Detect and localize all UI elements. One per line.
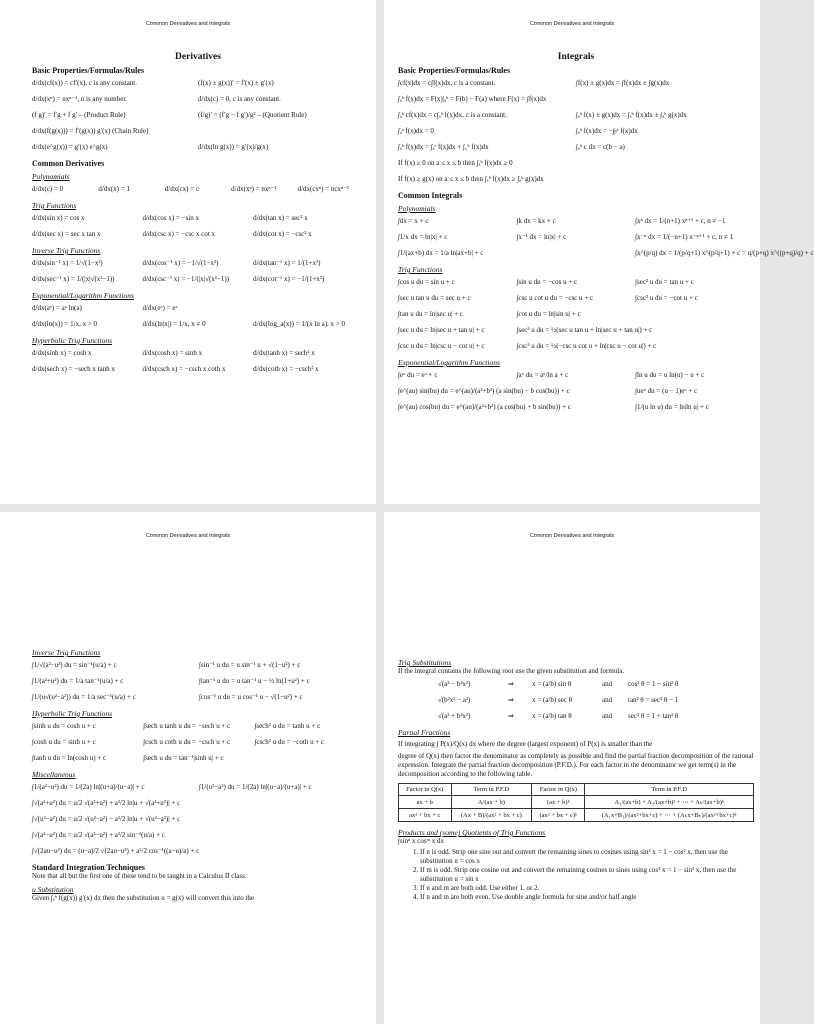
formula-row — [32, 673, 366, 689]
formula: ∫cos⁻¹ u du = u cos⁻¹ u − √(1−u²) + c — [199, 693, 303, 701]
formula: d/dx(eˣ) = eˣ — [142, 304, 178, 312]
table-cell: (ax + b)ᵏ — [532, 796, 585, 809]
formula-row — [398, 399, 754, 415]
table-cell: (ax² + bx + c)ᵏ — [532, 809, 585, 822]
formula: ∫tan⁻¹ u du = u tan⁻¹ u − ½ ln(1+u²) + c — [199, 677, 310, 685]
formula: ∫ln u du = u ln(u) − u + c — [635, 371, 705, 379]
formula: d/dx(ln|x|) = 1/x, x ≠ 0 — [142, 320, 206, 328]
formula: ∫csc u cot u du = −csc u + c — [516, 294, 594, 302]
pfd-table-body — [399, 796, 754, 822]
formula — [198, 123, 364, 139]
trig-sub-row — [438, 708, 754, 724]
integrals-inverse-heading: Inverse Trig Functions — [32, 648, 101, 657]
formula: ∫√(a²−u²) du = u/2 √(a²−u²) + a²/2 sin⁻¹(u/a) + c — [32, 831, 165, 839]
formula: ∫sech u du = tan⁻¹|sinh u| + c — [143, 754, 224, 762]
formula: d/dx(sin x) = cos x — [32, 214, 85, 222]
standard-techniques-heading: Standard Integration Techniques — [32, 863, 145, 872]
formula-row — [32, 689, 366, 705]
formula: d/dx(cos⁻¹ x) = −1/√(1−x²) — [142, 259, 219, 267]
formula-row — [32, 795, 366, 811]
partial-fractions-text-1: If integrating ∫ P(x)/Q(x) dx where the degree (largest exponent) of P(x) is smaller than the — [398, 740, 653, 748]
integrals-polynomials — [398, 213, 814, 261]
formula-row — [32, 271, 364, 287]
formula-row — [32, 718, 366, 734]
formula: d/dx(csc x) = −csc x cot x — [142, 230, 215, 238]
derivatives-inverse-trig — [32, 255, 364, 287]
formula: d/dx(xⁿ) = nxⁿ⁻¹ — [231, 185, 277, 193]
integrals-trig-heading: Trig Functions — [398, 265, 443, 274]
formula: ∫1/(a²−u²) du = 1/(2a) ln|(u+a)/(u−a)| + c — [32, 783, 145, 791]
formula: ∫ₐᵇ f(x)dx = F(x)|ₐᵇ = F(b) − F(a) where F(x) = ∫f(x)dx — [398, 95, 547, 103]
formula: d/dx(c) = 0, c is any constant. — [198, 95, 281, 103]
formula: ∫x^(p/q) dx = 1/(p/q+1) x^(p/q+1) + c = q/(p+q) x^((p+q)/q) + c — [635, 249, 814, 257]
formula — [576, 155, 754, 171]
products-list — [398, 848, 754, 902]
formula-row — [32, 345, 364, 361]
formula: ∫csch u coth u du = −csch u + c — [143, 738, 231, 746]
table-row — [399, 796, 754, 809]
formula: ∫1/(a²+u²) du = 1/a tan⁻¹(u/a) + c — [32, 677, 124, 685]
formula-row — [32, 811, 366, 827]
integrals-basic-heading: Basic Properties/Formulas/Rules — [398, 66, 511, 75]
formula-row — [398, 171, 754, 187]
formula: ∫k dx = kx + c — [516, 217, 556, 225]
formula: x = (a/b) tan θ — [532, 712, 572, 720]
formula — [199, 795, 366, 811]
integrals-trig — [398, 274, 754, 354]
table-cell: ax² + bx + c — [399, 809, 452, 822]
formula-row — [32, 843, 366, 859]
formula: ∫csch² u du = −coth u + c — [254, 738, 325, 746]
formula-row — [398, 139, 754, 155]
formula: ∫sin⁻¹ u du = u sin⁻¹ u + √(1−u²) + c — [199, 661, 301, 669]
formula-row — [398, 91, 754, 107]
formula — [635, 338, 754, 354]
common-integrals-heading: Common Integrals — [398, 191, 463, 200]
derivatives-explog-heading: Exponential/Logarithm Functions — [32, 291, 134, 300]
formula: d/dx(tanh x) = sech² x — [253, 349, 315, 357]
derivatives-trig-heading: Trig Functions — [32, 201, 77, 210]
formula-row — [32, 827, 366, 843]
formula: √(a² − b²x²) — [438, 680, 471, 688]
pfd-table-header — [399, 784, 754, 796]
formula: tan² θ = sec² θ − 1 — [628, 696, 679, 704]
formula-row — [32, 75, 364, 91]
formula: d/dx(cf(x)) = cf′(x), c is any constant. — [32, 79, 137, 87]
formula: ∫e^(au) sin(bu) du = e^(au)/(a²+b²) (a sin(bu) − b cos(bu)) + c — [398, 387, 570, 395]
formula: d/dx(cosh x) = sinh x — [142, 349, 203, 357]
page3-content — [32, 644, 366, 903]
formula: d/dx(sec x) = sec x tan x — [32, 230, 101, 238]
formula: ∫ₐᵃ f(x)dx = 0 — [398, 127, 434, 135]
formula — [199, 843, 366, 859]
derivatives-polynomials — [32, 181, 364, 197]
formula: If f(x) ≥ 0 on a ≤ x ≤ b then ∫ₐᵇ f(x)dx ≥ 0 — [398, 159, 513, 167]
formula: and — [602, 712, 613, 720]
formula-row — [32, 750, 366, 766]
formula: d/dx(cos x) = −sin x — [142, 214, 200, 222]
table-cell: (A₁x+B₁)/(ax²+bx+c) + ⋯ + (Aₖx+Bₖ)/(ax²+bx+c)ᵏ — [585, 809, 754, 822]
formula: ∫√(a²+u²) du = u/2 √(a²+u²) + a²/2 ln|u + √(a²+u²)| + c — [32, 799, 181, 807]
formula: If f(x) ≥ g(x) on a ≤ x ≤ b then ∫ₐᵇ f(x)dx ≥ ∫ₐᵇ g(x)dx — [398, 175, 544, 183]
formula: ∫1/(ax+b) dx = 1/a ln|ax+b| + c — [398, 249, 484, 257]
formula-row — [398, 306, 754, 322]
formula: d/dx(cot x) = −csc² x — [253, 230, 312, 238]
formula-row — [32, 300, 364, 316]
pfd-column-header: Factor in Q(x) — [399, 784, 452, 796]
standard-techniques-note: Note that all but the first one of these tend to be taught in a Calculus II class. — [32, 872, 247, 880]
formula-row — [398, 155, 754, 171]
formula: ∫ₐᵇ f(x)dx = ∫ₐᶜ f(x)dx + ∫꜀ᵇ f(x)dx — [398, 143, 489, 151]
formula-row — [32, 107, 364, 123]
list-item: 1. If n is odd. Strip one sine out and convert the remaining sines to cosines using sin² x = 1 − cos² x, then use the substitution u = cos x — [420, 848, 754, 866]
integrals-explog-heading: Exponential/Logarithm Functions — [398, 358, 500, 367]
trig-substitutions-table — [398, 676, 754, 724]
derivatives-trig — [32, 210, 364, 242]
products-heading: Products and (some) Quotients of Trig Functions — [398, 828, 546, 837]
formula: ∫tanh u du = ln(cosh u) + c — [32, 754, 107, 762]
formula-row — [398, 290, 754, 306]
formula: ∫cot u du = ln|sin u| + c — [516, 310, 581, 318]
trig-substitutions-intro: If the integral contains the following root use the given substitution and formula. — [398, 667, 625, 675]
formula: d/dx(e^g(x)) = g′(x) e^g(x) — [32, 143, 108, 151]
formula: √(b²x² − a²) — [438, 696, 471, 704]
integrals-basic-rules — [398, 75, 754, 187]
formula-row — [32, 139, 364, 155]
formula: d/dx(sin⁻¹ x) = 1/√(1−x²) — [32, 259, 103, 267]
formula: ∫dx = x + c — [398, 217, 429, 225]
formula: x = (a/b) sec θ — [532, 696, 572, 704]
formula: ∫1/(u²−a²) du = 1/(2a) ln|(u−a)/(u+a)| + c — [199, 783, 312, 791]
integrals-miscellaneous — [32, 779, 366, 859]
formula: ∫f(x) ± g(x)dx = ∫f(x)dx ± ∫g(x)dx — [576, 79, 670, 87]
trig-substitutions-heading: Trig Substitutions — [398, 658, 452, 667]
formula-row — [32, 226, 364, 242]
formula-row — [32, 657, 366, 673]
formula-row — [32, 210, 364, 226]
derivatives-hyper-heading: Hyperbolic Trig Functions — [32, 336, 112, 345]
integrals-polynomials-heading: Polynomials — [398, 204, 436, 213]
formula: ∫sin u du = −cos u + c — [516, 278, 578, 286]
list-item: 4. If n and m are both even. Use double angle formula for sine and/or half angle — [420, 893, 754, 902]
formula: d/dx(tan⁻¹ x) = 1/(1+x²) — [253, 259, 321, 267]
page4-content — [398, 654, 754, 902]
formula: ∫csc² u du = −cot u + c — [635, 294, 698, 302]
formula: ∫e^(au) cos(bu) du = e^(au)/(a²+b²) (a cos(bu) + b sin(bu)) + c — [398, 403, 571, 411]
table-cell: (Ax + B)/(ax² + bx + c) — [451, 809, 532, 822]
formula — [517, 399, 636, 415]
integrals-inverse-trig — [32, 657, 366, 705]
integrals-hyper-heading: Hyperbolic Trig Functions — [32, 709, 112, 718]
formula: ∫√(2au−u²) du = (u−a)/2 √(2au−u²) + a²/2 cos⁻¹((a−u)/a) + c — [32, 847, 200, 855]
pfd-column-header: Term in P.F.D — [585, 784, 754, 796]
formula: ∫xⁿ dx = 1/(n+1) xⁿ⁺¹ + c, n ≠ −1 — [635, 217, 726, 225]
formula — [199, 827, 366, 843]
formula: cos² θ = 1 − sin² θ — [628, 680, 679, 688]
formula: ∫ₐᵇ cf(x)dx = c∫ₐᵇ f(x)dx, c is a constant. — [398, 111, 507, 119]
formula: d/dx(x) = 1 — [98, 185, 130, 193]
formula: ∫sech² u du = tanh u + c — [254, 722, 321, 730]
formula: d/dx(sech x) = −sech x tanh x — [32, 365, 115, 373]
formula — [254, 750, 365, 766]
formula: d/dx(csch x) = −csch x coth x — [142, 365, 226, 373]
formula: (f(x) ± g(x))′ = f′(x) ± g′(x) — [198, 79, 274, 87]
running-head: Common Derivatives and Integrals — [529, 21, 615, 27]
formula: ∫1/√(a²−u²) du = sin⁻¹(u/a) + c — [32, 661, 117, 669]
table-cell: ax + b — [399, 796, 452, 809]
products-integral: ∫sinⁿ x cosᵐ x dx — [398, 837, 445, 845]
derivatives-inverse-heading: Inverse Trig Functions — [32, 246, 101, 255]
table-row — [399, 809, 754, 822]
formula-row — [32, 91, 364, 107]
trig-sub-row — [438, 692, 754, 708]
formula — [576, 171, 754, 187]
formula: ∫sinh u du = cosh u + c — [32, 722, 96, 730]
formula: ∫sech u tanh u du = −sech u + c — [143, 722, 231, 730]
integrals-misc-heading: Miscellaneous — [32, 770, 76, 779]
derivatives-exp-log — [32, 300, 364, 332]
formula: ∫ₐᵇ f(x)dx = −∫ᵦᵃ f(x)dx — [576, 127, 638, 135]
formula: ∫cos u du = sin u + c — [398, 278, 455, 286]
partial-fractions-text-2: degree of Q(x) then factor the denominator as completely as possible and find the partial fraction decomposition of the rational expression. Integrate the partial fraction decomposition (P.F.D.). For each factor in the denominator we get term(s) in the decomposition according to the following table. — [398, 752, 754, 778]
pfd-column-header: Term in P.F.D — [451, 784, 532, 796]
integrals-content — [398, 52, 814, 415]
formula: ∫sec³ u du = ½(sec u tan u + ln|sec u + tan u|) + c — [516, 326, 653, 334]
derivatives-hyperbolic — [32, 345, 364, 377]
table-cell: A₁/(ax+b) + A₂/(ax+b)² + ⋯ + Aₖ/(ax+b)ᵏ — [585, 796, 754, 809]
formula: ∫sec² u du = tan u + c — [635, 278, 694, 286]
formula — [517, 383, 636, 399]
formula: ∫sec u du = ln|sec u + tan u| + c — [398, 326, 485, 334]
derivatives-basic-rules — [32, 75, 364, 155]
formula: ∫eᵘ du = eᵘ + c — [398, 371, 438, 379]
formula-row — [32, 316, 364, 332]
formula-row — [398, 274, 754, 290]
formula: (f g)′ = f′g + f g′ – (Product Rule) — [32, 111, 126, 119]
formula-row — [32, 779, 366, 795]
formula: and — [602, 680, 613, 688]
formula — [517, 245, 636, 261]
u-substitution-heading: u Substitution — [32, 885, 74, 894]
formula: and — [602, 696, 613, 704]
formula: ∫√(u²−a²) du = u/2 √(u²−a²) − a²/2 ln|u + √(u²−a²)| + c — [32, 815, 181, 823]
formula: d/dx(xⁿ) = nxⁿ⁻¹, n is any number. — [32, 95, 128, 103]
integrals-title: Integrals — [557, 52, 595, 62]
formula: ⇒ — [508, 712, 514, 720]
formula: ∫cosh u du = sinh u + c — [32, 738, 96, 746]
pfd-column-header: Factor in Q(x) — [532, 784, 585, 796]
formula — [253, 300, 364, 316]
formula: √(a² + b²x²) — [438, 712, 471, 720]
list-item: 3. If n and m are both odd. Use either 1. or 2. — [420, 884, 754, 893]
formula: ∫1/(u ln u) du = ln|ln u| + c — [635, 403, 709, 411]
running-head: Common Derivatives and Integrals — [145, 533, 231, 539]
running-head: Common Derivatives and Integrals — [529, 533, 615, 539]
formula: ∫aᵘ du = aᵘ/ln a + c — [516, 371, 569, 379]
formula: d/dx(cx) = c — [164, 185, 200, 193]
trig-sub-row — [438, 676, 754, 692]
formula: d/dx(sec⁻¹ x) = 1/(|x|√(x²−1)) — [32, 275, 115, 283]
formula: ⇒ — [508, 696, 514, 704]
formula: ∫csc³ u du = ½(−csc u cot u + ln|csc u − cot u|) + c — [516, 342, 657, 350]
formula-row — [398, 123, 754, 139]
formula: ∫ₐᵇ f(x) ± g(x)dx = ∫ₐᵇ f(x)dx ± ∫ₐᵇ g(x)dx — [576, 111, 687, 119]
formula-row — [398, 75, 754, 91]
formula-row — [398, 338, 754, 354]
formula-row — [32, 123, 364, 139]
derivatives-polynomials-heading: Polynomials — [32, 172, 70, 181]
formula: ∫tan u du = ln|sec u| + c — [398, 310, 463, 318]
formula-row — [398, 322, 754, 338]
formula — [199, 811, 366, 827]
derivatives-content — [32, 52, 364, 377]
formula: (f/g)′ = (f′g − f g′)/g² – (Quotient Rule) — [198, 111, 307, 119]
formula: d/dx(log_a(x)) = 1/(x ln a), x > 0 — [253, 320, 345, 328]
derivatives-basic-heading: Basic Properties/Formulas/Rules — [32, 66, 145, 75]
list-item: 2. If m is odd. Strip one cosine out and convert the remaining cosines to sines using cos² x = 1 − sin² x, then use the substitution u = sin x — [420, 866, 754, 884]
formula — [576, 91, 754, 107]
formula: ∫cf(x)dx = c∫f(x)dx, c is a constant. — [398, 79, 496, 87]
formula-row — [398, 229, 754, 245]
formula: d/dx(cxⁿ) = ncxⁿ⁻¹ — [297, 185, 350, 193]
common-derivatives-heading: Common Derivatives — [32, 159, 105, 168]
formula: ∫ueᵘ du = (u − 1)eᵘ + c — [635, 387, 698, 395]
integrals-exp-log — [398, 367, 754, 415]
formula — [635, 306, 754, 322]
formula: ∫1/(u√(u²−a²)) du = 1/a sec⁻¹(u/a) + c — [32, 693, 136, 701]
formula: ∫ₐᵇ c dx = c(b − a) — [576, 143, 625, 151]
formula-row — [32, 255, 364, 271]
formula: d/dx(tan x) = sec² x — [253, 214, 308, 222]
formula: d/dx(f(g(x))) = f′(g(x)) g′(x) (Chain Rule) — [32, 127, 149, 135]
formula: ∫csc u du = ln|csc u − cot u| + c — [398, 342, 485, 350]
formula: ∫x⁻ⁿ dx = 1/(−n+1) x⁻ⁿ⁺¹ + c, n ≠ 1 — [635, 233, 733, 241]
formula-row — [398, 245, 814, 261]
formula: d/dx(ln g(x)) = g′(x)/g(x) — [198, 143, 269, 151]
integrals-hyperbolic — [32, 718, 366, 766]
formula: d/dx(csc⁻¹ x) = −1/(|x|√(x²−1)) — [142, 275, 229, 283]
formula-row — [398, 383, 754, 399]
formula: ⇒ — [508, 680, 514, 688]
formula-row — [32, 361, 364, 377]
running-head: Common Derivatives and Integrals — [145, 21, 231, 27]
formula-row — [398, 367, 754, 383]
u-substitution-text: Given ∫ₐᵇ f(g(x)) g′(x) dx then the substitution u = g(x) will convert this into the — [32, 894, 255, 902]
derivatives-title: Derivatives — [175, 52, 221, 62]
formula: ∫1/x dx = ln|x| + c — [398, 233, 448, 241]
formula: d/dx(c) = 0 — [32, 185, 64, 193]
formula-row — [398, 213, 754, 229]
formula-row — [398, 107, 754, 123]
formula: x = (a/b) sin θ — [532, 680, 572, 688]
formula — [635, 322, 754, 338]
pfd-table — [398, 783, 754, 822]
formula: d/dx(coth x) = −csch² x — [253, 365, 319, 373]
formula: sec² θ = 1 + tan² θ — [628, 712, 679, 720]
formula: d/dx(ln(x)) = 1/x, x > 0 — [32, 320, 98, 328]
table-cell: A/(ax + b) — [451, 796, 532, 809]
formula: d/dx(cot⁻¹ x) = −1/(1+x²) — [253, 275, 325, 283]
formula: d/dx(sinh x) = cosh x — [32, 349, 92, 357]
partial-fractions-heading: Partial Fractions — [398, 728, 451, 737]
formula: ∫x⁻¹ dx = ln|x| + c — [516, 233, 567, 241]
formula: ∫sec u tan u du = sec u + c — [398, 294, 471, 302]
formula-row — [32, 734, 366, 750]
formula: d/dx(aˣ) = aˣ ln(a) — [32, 304, 82, 312]
